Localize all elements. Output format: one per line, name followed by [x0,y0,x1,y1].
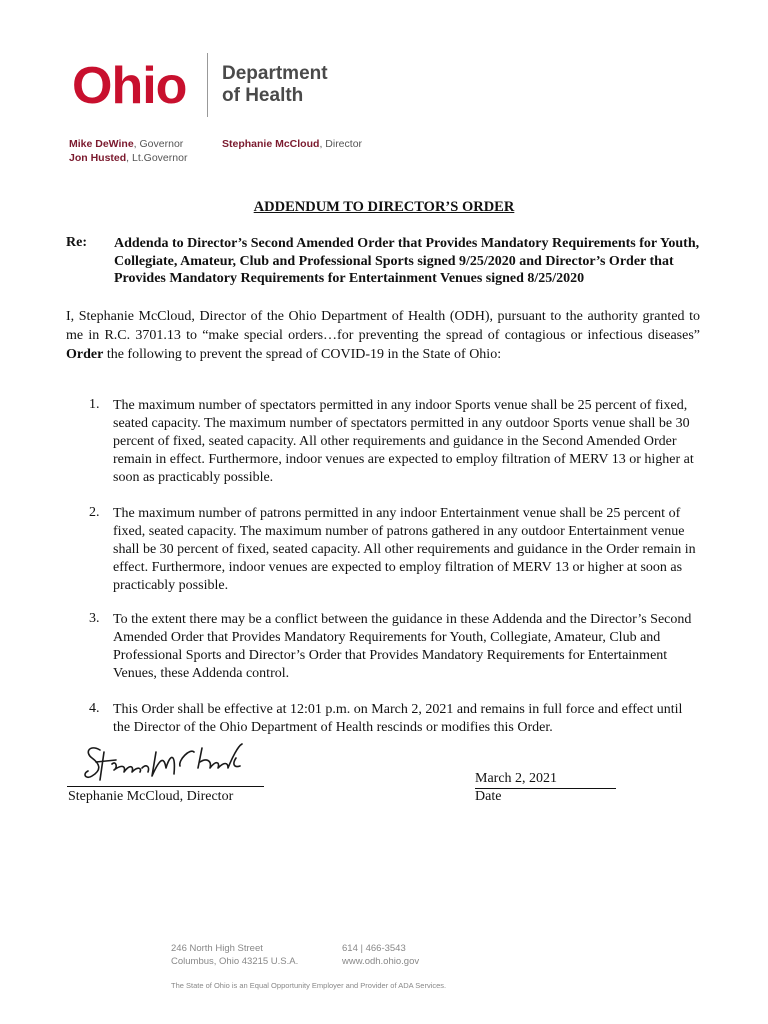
list-item: The maximum number of spectators permitted in any indoor Sports venue shall be 25 percent of fixed, seated capacity. The maximum number of spectators permitted in any outdoor Sports venue shall be 30 percent of fixed, seated capacity. All other requirements and guidance in the Second Amended Order remain in effect. Furthermore, indoor venues are expected to employ filtration of MERV 13 or higher at soon as practicably possible. [113,398,694,485]
item-number: 2. [89,505,100,520]
intro-text-end: the following to prevent the spread of COVID-19 in the State of Ohio: [103,347,502,362]
lt-governor-title: , Lt.Governor [126,152,188,164]
item-number: 4. [89,701,100,716]
item-number: 3. [89,611,100,626]
footer-website: www.odh.ohio.gov [342,955,420,967]
list-item: The maximum number of patrons permitted in any indoor Entertainment venue shall be 25 percent of fixed, seated capacity. The maximum number of patrons gathered in any outdoor Entertainment venue shall be 30 percent of fixed, seated capacity. All other requirements and guidance in the Order remain in effect. Furthermore, indoor venues are expected to employ filtration of MERV 13 or higher at soon as practicably possible. [113,506,696,593]
re-subject: Addenda to Director’s Second Amended Order that Provides Mandatory Requirements for Youth, Collegiate, Amateur, Club and Professional Sports signed 9/25/2020 and Director’s Order that Provides Mandatory Requirements for Entertainment Venues signed 8/25/2020 [114,236,700,286]
intro-paragraph [66,307,700,364]
handwritten-signature [82,738,252,786]
footer-contact [342,943,419,968]
item-number: 1. [89,397,100,412]
footer-equal-opportunity: The State of Ohio is an Equal Opportunity Employer and Provider of ADA Services. [171,981,447,990]
date-label: Date [475,789,502,804]
footer-address [171,943,298,968]
re-label: Re: [66,235,87,250]
signature-line [67,786,264,787]
director-block [222,137,362,151]
document-title: ADDENDUM TO DIRECTOR’S ORDER [253,199,515,215]
lt-governor-name: Jon Husted [69,152,127,164]
footer-address-line2: Columbus, Ohio 43215 U.S.A. [171,955,299,967]
signature-date: March 2, 2021 [475,771,616,789]
governor-block [69,137,187,165]
intro-order-word: Order [66,347,104,362]
list-item: To the extent there may be a conflict between the guidance in these Addenda and the Director’s Second Amended Order that Provides Mandatory Requirements for Youth, Collegiate, Amateur, Club and Professional Sports and Director’s Order that Provides Mandatory Requirements for Entertainment Venues, these Addenda control. [113,612,692,681]
logo-divider [207,53,208,117]
signer-name: Stephanie McCloud, Director [68,789,234,804]
director-title: , Director [319,138,363,150]
footer-phone: 614 | 466-3543 [342,943,406,954]
intro-text-start: I, Stephanie McCloud, Director of the Ohio Department of Health (ODH), pursuant to the authority granted to me in R.C. 3701.13 to “make special orders…for preventing the spread of contagious or infectious diseases” [66,309,700,343]
governor-title: , Governor [133,138,184,150]
department-name: Department of Health [222,63,328,106]
list-item: This Order shall be effective at 12:01 p.m. on March 2, 2021 and remains in full force and effect until the Director of the Ohio Department of Health rescinds or modifies this Order. [113,702,683,735]
governor-name: Mike DeWine [69,138,134,150]
footer-address-line1: 246 North High Street [171,943,263,954]
ohio-logo: Ohio [72,57,187,115]
director-name: Stephanie McCloud [222,138,320,150]
